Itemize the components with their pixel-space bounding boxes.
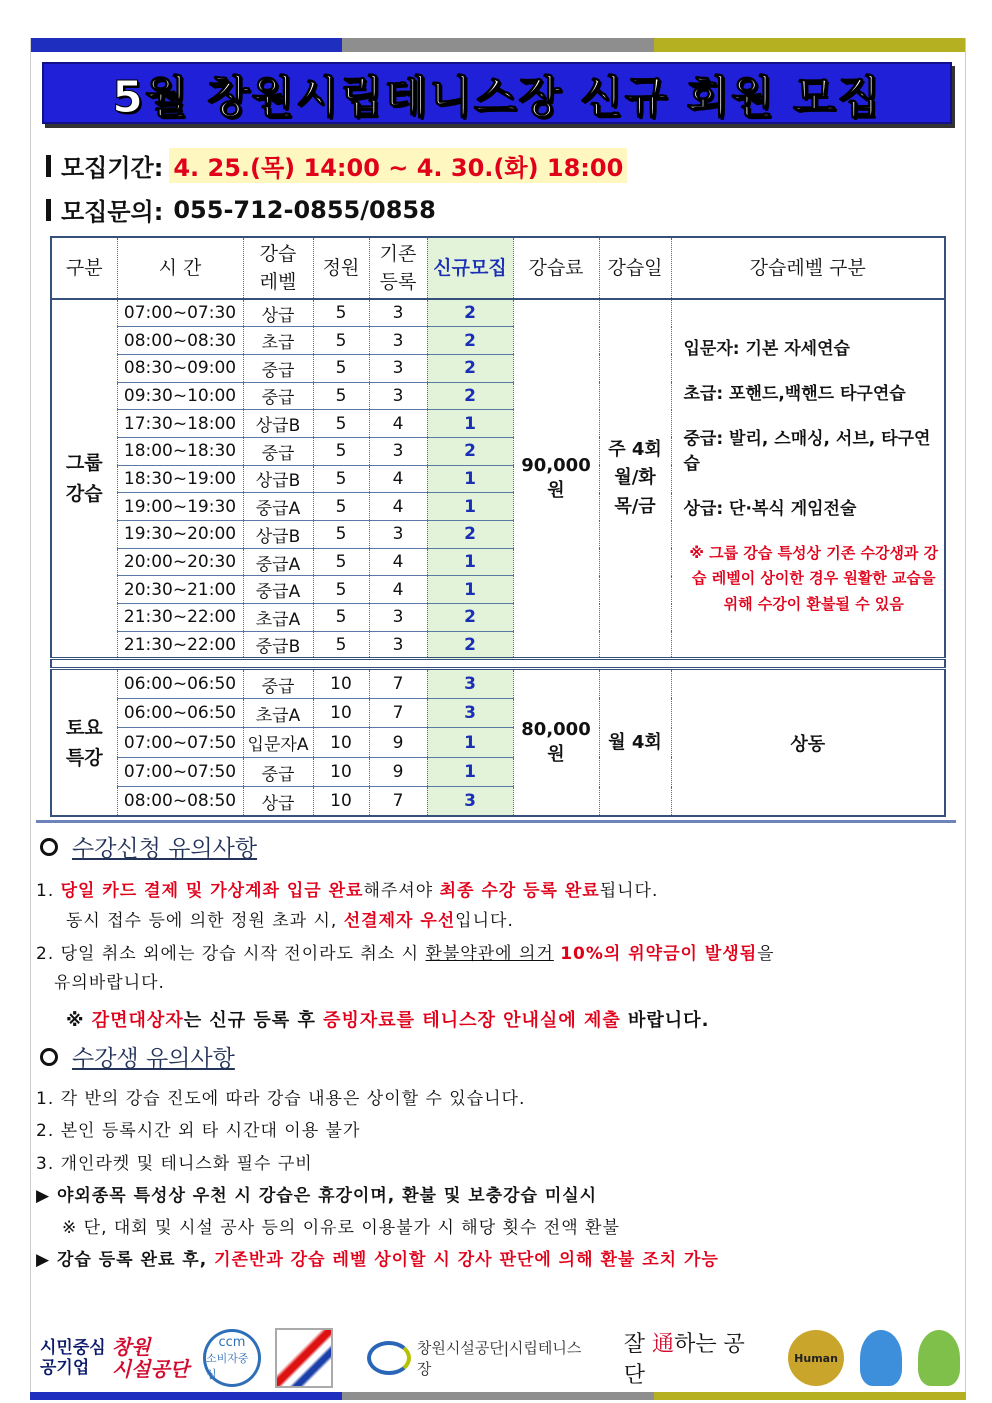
capacity-cell: 5 (313, 437, 369, 465)
capacity-cell: 10 (313, 698, 369, 728)
time-cell: 17:30~18:00 (117, 410, 243, 438)
existing-cell: 4 (369, 576, 427, 604)
category-cell: 토요 특강 (65, 716, 103, 769)
existing-cell: 4 (369, 548, 427, 576)
level-cell: 중급 (243, 382, 313, 410)
capacity-cell: 10 (313, 669, 369, 699)
new-cell: 2 (427, 327, 513, 355)
new-cell: 3 (427, 787, 513, 817)
refund-note: ▶ 강습 등록 완료 후, 기존반과 강습 레벨 상이할 시 강사 판단에 의해 환불 조치 가능 (36, 1250, 719, 1270)
time-cell: 19:30~20:00 (117, 521, 243, 549)
existing-cell: 3 (369, 521, 427, 549)
level-desc-cell: 상동 (671, 669, 945, 817)
ccm-badge-icon: ccm 소비자중심 (203, 1329, 261, 1387)
time-cell: 07:00~07:30 (117, 299, 243, 327)
level-cell: 상급B (243, 521, 313, 549)
level-cell: 중급B (243, 631, 313, 659)
award-badge-icon (275, 1328, 333, 1388)
time-cell: 20:00~20:30 (117, 548, 243, 576)
section-divider (36, 820, 956, 823)
human-rights-badge-icon: Human (788, 1330, 844, 1386)
capacity-cell: 5 (313, 548, 369, 576)
header-fee: 강습료 (513, 237, 599, 299)
discount-note: ※ 감면대상자는 신규 등록 후 증빙자료를 테니스장 안내실에 제출 바랍니다. (66, 1010, 710, 1031)
time-cell: 08:00~08:50 (117, 787, 243, 817)
existing-cell: 3 (369, 437, 427, 465)
time-cell: 07:00~07:50 (117, 757, 243, 787)
existing-cell: 7 (369, 669, 427, 699)
capacity-cell: 5 (313, 382, 369, 410)
level-desc-cell (671, 299, 945, 659)
corp-symbol-icon (367, 1341, 411, 1375)
new-cell: 1 (427, 728, 513, 758)
header-new: 신규모집 (427, 237, 513, 299)
existing-cell: 4 (369, 493, 427, 521)
enroll-note-1b: 동시 접수 등에 의한 정원 초과 시, 선결제자 우선입니다. (66, 911, 514, 931)
mascot-blue-icon (860, 1330, 902, 1386)
capacity-cell: 10 (313, 787, 369, 817)
enroll-note-2b: 유의바랍니다. (54, 973, 165, 993)
new-cell: 3 (427, 669, 513, 699)
capacity-cell: 5 (313, 576, 369, 604)
day-cell: 월 4회 (599, 669, 671, 817)
capacity-cell: 5 (313, 354, 369, 382)
existing-cell: 4 (369, 410, 427, 438)
capacity-cell: 10 (313, 757, 369, 787)
existing-cell: 9 (369, 728, 427, 758)
fee-cell: 90,000원 (513, 299, 599, 659)
existing-cell: 7 (369, 787, 427, 817)
new-cell: 2 (427, 354, 513, 382)
contact-info: 모집문의: 055-712-0855/0858 (46, 192, 436, 227)
time-cell: 08:30~09:00 (117, 354, 243, 382)
time-cell: 09:30~10:00 (117, 382, 243, 410)
new-cell: 1 (427, 465, 513, 493)
new-cell: 2 (427, 382, 513, 410)
level-cell: 중급A (243, 548, 313, 576)
level-cell: 상급B (243, 410, 313, 438)
level-cell: 상급 (243, 787, 313, 817)
level-desc-item: 중급: 발리, 스매싱, 서브, 타구연습 (683, 428, 931, 474)
level-note: ※ 그룹 강습 특성상 기존 수강생과 강습 레벨이 상이한 경우 원활한 교습을 위해 수강이 환불될 수 있음 (689, 543, 939, 613)
enroll-note-2: 2. 당일 취소 외에는 강습 시작 전이라도 취소 시 환불약관에 의거 10%의 위약금이 발생됨을 (36, 944, 775, 964)
capacity-cell: 10 (313, 728, 369, 758)
new-cell: 1 (427, 493, 513, 521)
capacity-cell: 5 (313, 299, 369, 327)
level-desc-item: 초급: 포핸드,백핸드 타구연습 (683, 383, 906, 404)
table-row (51, 299, 945, 327)
capacity-cell: 5 (313, 521, 369, 549)
section-enroll-notes-title: 수강신청 유의사항 (40, 830, 257, 863)
existing-cell: 3 (369, 604, 427, 632)
time-cell: 06:00~06:50 (117, 698, 243, 728)
existing-cell: 9 (369, 757, 427, 787)
existing-cell: 7 (369, 698, 427, 728)
capacity-cell: 5 (313, 604, 369, 632)
new-cell: 2 (427, 604, 513, 632)
time-cell: 21:30~22:00 (117, 604, 243, 632)
level-cell: 중급A (243, 576, 313, 604)
time-cell: 21:30~22:00 (117, 631, 243, 659)
existing-cell: 3 (369, 354, 427, 382)
recruit-period: 모집기간: 4. 25.(목) 14:00 ~ 4. 30.(화) 18:00 (46, 148, 627, 183)
level-desc-item: 상급: 단·복식 게임전술 (683, 498, 857, 519)
capacity-cell: 5 (313, 465, 369, 493)
capacity-cell: 5 (313, 493, 369, 521)
existing-cell: 4 (369, 465, 427, 493)
new-cell: 1 (427, 757, 513, 787)
enroll-note-1: 1. 당일 카드 결제 및 가상계좌 입금 완료해주셔야 최종 수강 등록 완료됩니다. (36, 881, 659, 901)
existing-cell: 3 (369, 382, 427, 410)
header-day: 강습일 (599, 237, 671, 299)
level-cell: 초급 (243, 327, 313, 355)
time-cell: 06:00~06:50 (117, 669, 243, 699)
level-cell: 상급 (243, 299, 313, 327)
time-cell: 07:00~07:50 (117, 728, 243, 758)
new-cell: 2 (427, 299, 513, 327)
page-title: 5월 창원시립테니스장 신규 회원 모집 (42, 62, 952, 124)
header-level-desc: 강습레벨 구분 (671, 237, 945, 299)
new-cell: 2 (427, 437, 513, 465)
student-note-3: 3. 개인라켓 및 테니스화 필수 구비 (36, 1154, 313, 1174)
level-desc-item: 입문자: 기본 자세연습 (683, 338, 850, 359)
header-capacity: 정원 (313, 237, 369, 299)
new-cell: 1 (427, 548, 513, 576)
existing-cell: 3 (369, 631, 427, 659)
day-cell: 주 4회 월/화 목/금 (599, 299, 671, 659)
header-existing: 기존 등록 (369, 237, 427, 299)
category-cell: 그룹 강습 (65, 452, 103, 505)
time-cell: 18:30~19:00 (117, 465, 243, 493)
slogan: 잘 通하는 공단 (623, 1332, 745, 1388)
table-row (51, 669, 945, 699)
corp-script-logo: 창원 시설공단 (111, 1335, 189, 1381)
capacity-cell: 5 (313, 327, 369, 355)
time-cell: 20:30~21:00 (117, 576, 243, 604)
new-cell: 2 (427, 521, 513, 549)
corp-logo: 창원시설공단|시립테니스장 (367, 1337, 596, 1379)
student-note-1: 1. 각 반의 강습 진도에 따라 강습 내용은 상이할 수 있습니다. (36, 1089, 526, 1109)
student-note-2: 2. 본인 등록시간 외 타 시간대 이용 불가 (36, 1121, 361, 1141)
rain-subnote: ※ 단, 대회 및 시설 공사 등의 이유로 이용불가 시 해당 횟수 전액 환불 (62, 1218, 620, 1238)
schedule-table (50, 236, 946, 817)
time-cell: 19:00~19:30 (117, 493, 243, 521)
header-category: 구분 (51, 237, 117, 299)
time-cell: 08:00~08:30 (117, 327, 243, 355)
header-time: 시 간 (117, 237, 243, 299)
level-cell: 중급 (243, 757, 313, 787)
level-cell: 중급A (243, 493, 313, 521)
level-cell: 중급 (243, 669, 313, 699)
new-cell: 1 (427, 576, 513, 604)
footer-logos (40, 1325, 960, 1391)
time-cell: 18:00~18:30 (117, 437, 243, 465)
capacity-cell: 5 (313, 631, 369, 659)
rain-note: ▶ 야외종목 특성상 우천 시 강습은 휴강이며, 환불 및 보충강습 미실시 (36, 1186, 598, 1206)
bottom-color-bar (30, 1392, 966, 1400)
level-cell: 중급 (243, 437, 313, 465)
level-cell: 입문자A (243, 728, 313, 758)
level-cell: 중급 (243, 354, 313, 382)
mascot-green-icon (918, 1330, 960, 1386)
existing-cell: 3 (369, 299, 427, 327)
new-cell: 3 (427, 698, 513, 728)
fee-cell: 80,000원 (513, 669, 599, 817)
level-cell: 상급B (243, 465, 313, 493)
level-cell: 초급A (243, 604, 313, 632)
level-cell: 초급A (243, 698, 313, 728)
header-level: 강습 레벨 (243, 237, 313, 299)
capacity-cell: 5 (313, 410, 369, 438)
new-cell: 1 (427, 410, 513, 438)
citizen-logo: 시민중심 공기업 (40, 1337, 106, 1378)
new-cell: 2 (427, 631, 513, 659)
section-student-notes-title: 수강생 유의사항 (40, 1040, 235, 1073)
existing-cell: 3 (369, 327, 427, 355)
